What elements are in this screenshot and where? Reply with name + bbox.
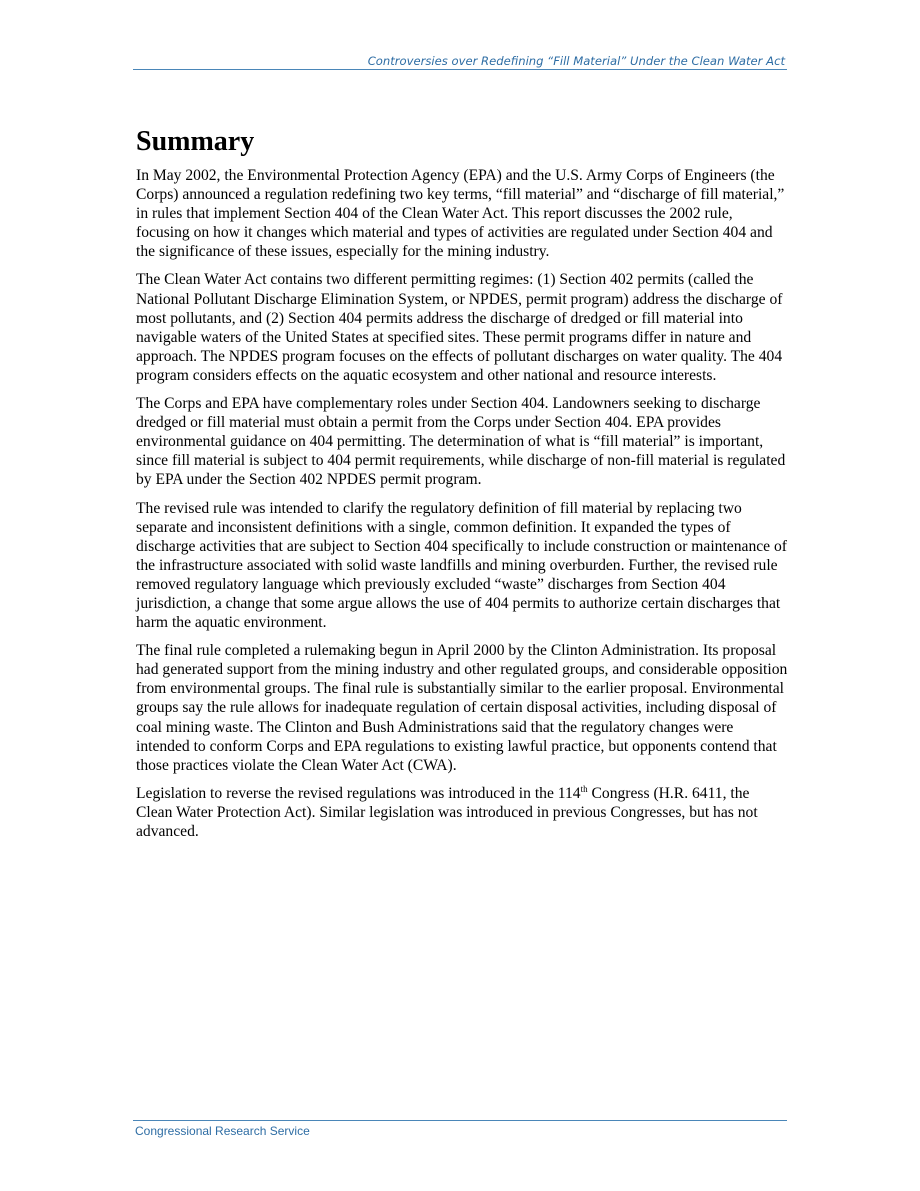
ordinal-superscript: th (580, 783, 588, 794)
summary-paragraph-2: The Clean Water Act contains two different permitting regimes: (1) Section 402 permits (called the National Pollutant Discharge Elimination System, or NPDES, permit program) address the discharge of most pollutants, and (2) Section 404 permits address the discharge of dredged or fill material into navigable waters of the United States at specified sites. These permit programs differ in nature and approach. The NPDES program focuses on the effects of pollutant discharges on water quality. The 404 program considers effects on the aquatic ecosystem and other national and resource interests. (136, 271, 783, 384)
page-content (136, 122, 788, 850)
summary-paragraph-6 (136, 784, 788, 841)
running-header: Controversies over Redefining “Fill Material” Under the Clean Water Act (133, 53, 787, 70)
summary-paragraph-5: The final rule completed a rulemaking begun in April 2000 by the Clinton Administration. Its proposal had generated support from the mining industry and other regulated groups, and considerable opposition from environmental groups. The final rule is substantially similar to the earlier proposal. Environmental groups say the rule allows for inadequate regulation of certain disposal activities, including disposal of coal mining waste. The Clinton and Bush Administrations said that the regulatory changes were intended to conform Corps and EPA regulations to existing lawful practice, but opponents contend that those practices violate the Clean Water Act (CWA). (136, 642, 788, 774)
summary-paragraph-3: The Corps and EPA have complementary roles under Section 404. Landowners seeking to discharge dredged or fill material must obtain a permit from the Corps under Section 404. EPA provides environmental guidance on 404 permitting. The determination of what is “fill material” is important, since fill material is subject to 404 permit requirements, while discharge of non-fill material is regulated by EPA under the Section 402 NPDES permit program. (136, 395, 786, 489)
paragraph-text-before: Legislation to reverse the revised regulations was introduced in the 114 (136, 784, 581, 802)
summary-paragraph-1: In May 2002, the Environmental Protection Agency (EPA) and the U.S. Army Corps of Engineers (the Corps) announced a regulation redefining two key terms, “fill material” and “discharge of fill material,” in rules that implement Section 404 of the Clean Water Act. This report discusses the 2002 rule, focusing on how it changes which material and types of activities are regulated under Section 404 and the significance of these issues, especially for the mining industry. (136, 167, 785, 261)
summary-paragraph-4: The revised rule was intended to clarify the regulatory definition of fill material by replacing two separate and inconsistent definitions with a single, common definition. It expanded the types of discharge activities that are subject to Section 404 specifically to include construction or maintenance of the infrastructure associated with solid waste landfills and mining overburden. Further, the revised rule removed regulatory language which previously excluded “waste” discharges from Section 404 jurisdiction, a change that some argue allows the use of 404 permits to authorize certain discharges that harm the aquatic environment. (136, 499, 787, 632)
section-heading: Summary (136, 126, 255, 157)
paragraph-text-after: Congress (H.R. 6411, the Clean Water Protection Act). Similar legislation was introduced in previous Congresses, but has not advanced. (136, 784, 758, 840)
running-footer: Congressional Research Service (133, 1120, 787, 1139)
